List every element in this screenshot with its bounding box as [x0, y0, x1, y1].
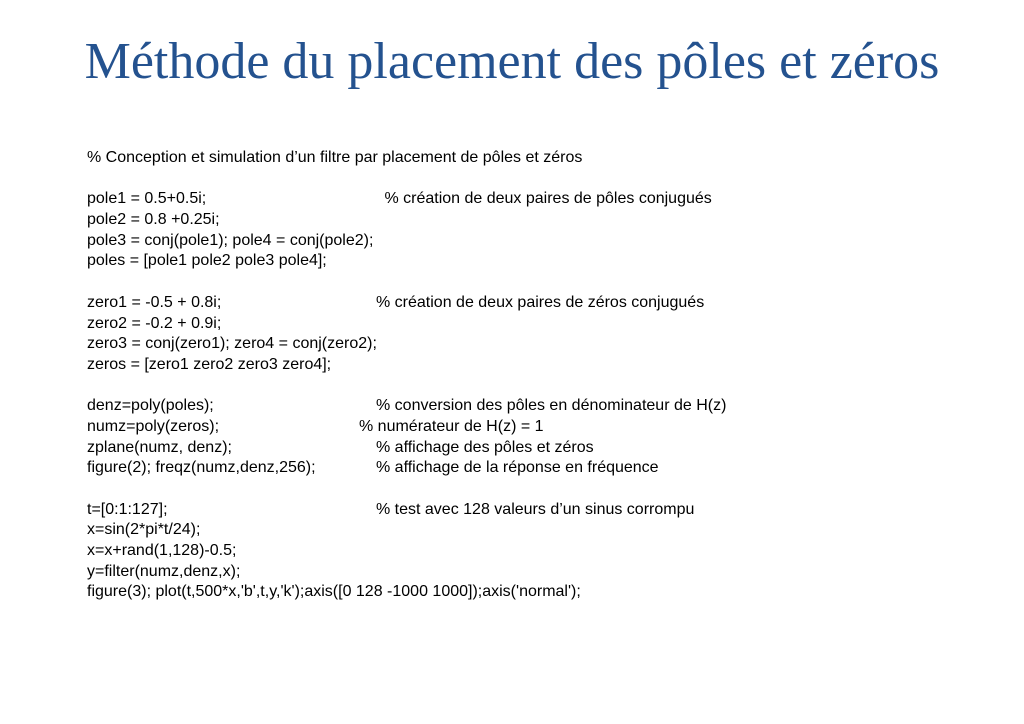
code-comment: % test avec 128 valeurs d’un sinus corrompu: [376, 500, 695, 518]
code-comment: % affichage des pôles et zéros: [376, 438, 594, 456]
code-statement: zero2 = -0.2 + 0.9i;: [87, 314, 222, 332]
code-line: [87, 500, 987, 521]
code-line: [87, 314, 987, 335]
code-statement: pole1 = 0.5+0.5i;: [87, 190, 207, 208]
code-statement: y=filter(numz,denz,x);: [87, 562, 241, 580]
code-line: [87, 479, 987, 500]
code-line: [87, 520, 987, 541]
code-statement: numz=poly(zeros);: [87, 417, 220, 435]
slide-title: Méthode du placement des pôles et zéros: [84, 33, 940, 90]
code-statement: zplane(numz, denz);: [87, 438, 232, 456]
code-statement: poles = [pole1 pole2 pole3 pole4];: [87, 252, 327, 270]
code-line: [87, 231, 987, 252]
code-line: [87, 376, 987, 397]
code-line: [87, 355, 987, 376]
code-comment: % création de deux paires de pôles conjugués: [380, 190, 712, 208]
code-line: [87, 210, 987, 231]
code-line: [87, 582, 987, 603]
code-statement: % Conception et simulation d’un filtre par placement de pôles et zéros: [87, 149, 583, 166]
code-line: [87, 334, 987, 355]
code-line: [87, 148, 987, 169]
code-line: [87, 417, 987, 438]
code-statement: figure(2); freqz(numz,denz,256);: [87, 459, 316, 477]
code-line: [87, 562, 987, 583]
code-line: [87, 438, 987, 459]
code-comment: % conversion des pôles en dénominateur de H(z): [376, 397, 727, 415]
code-statement: t=[0:1:127];: [87, 500, 168, 518]
code-line: [87, 272, 987, 293]
code-listing: [87, 148, 987, 603]
code-line: [87, 541, 987, 562]
code-line: [87, 293, 987, 314]
code-statement: zero3 = conj(zero1); zero4 = conj(zero2);: [87, 335, 377, 353]
code-line: [87, 458, 987, 479]
code-comment: % création de deux paires de zéros conjugués: [376, 293, 705, 311]
code-statement: denz=poly(poles);: [87, 397, 214, 415]
code-statement: zeros = [zero1 zero2 zero3 zero4];: [87, 355, 332, 373]
code-line: [87, 189, 987, 210]
code-line: [87, 169, 987, 190]
code-statement: pole3 = conj(pole1); pole4 = conj(pole2);: [87, 231, 374, 249]
code-statement: figure(3); plot(t,500*x,'b',t,y,'k');axis([0 128 -1000 1000]);axis('normal');: [87, 583, 581, 601]
code-statement: x=sin(2*pi*t/24);: [87, 521, 201, 539]
code-statement: pole2 = 0.8 +0.25i;: [87, 211, 220, 229]
code-statement: zero1 = -0.5 + 0.8i;: [87, 293, 222, 311]
code-comment: % numérateur de H(z) = 1: [359, 417, 544, 435]
code-line: [87, 396, 987, 417]
code-statement: x=x+rand(1,128)-0.5;: [87, 542, 237, 560]
code-comment: % affichage de la réponse en fréquence: [376, 459, 659, 477]
code-line: [87, 251, 987, 272]
